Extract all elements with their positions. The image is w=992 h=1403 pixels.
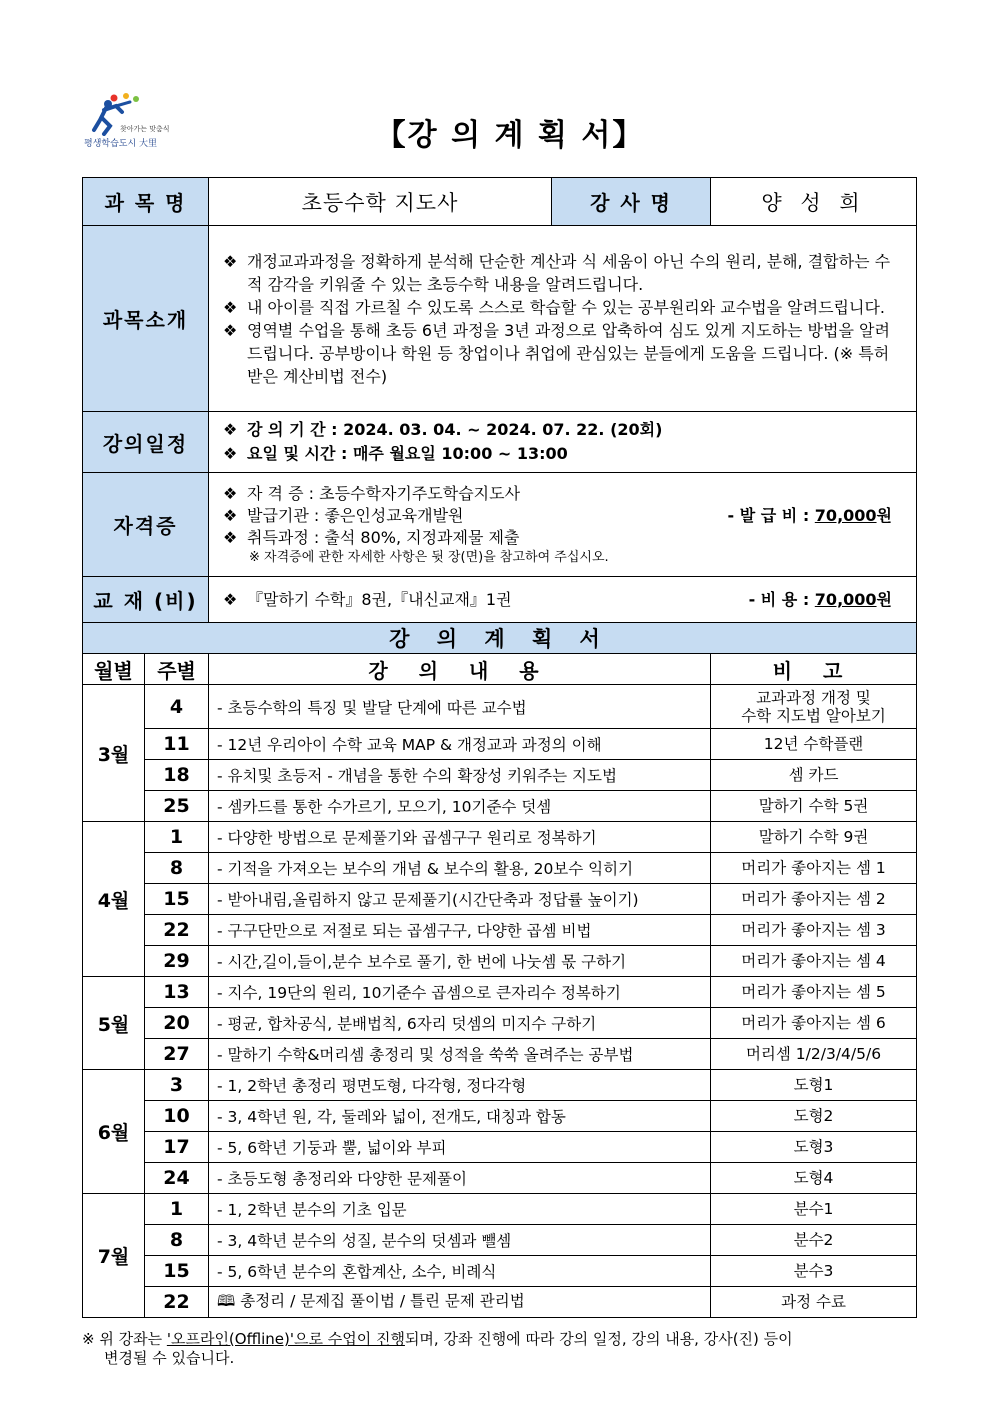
week-cell: 18 — [145, 760, 209, 791]
remark-cell: 머리가 좋아지는 셈 4 — [711, 946, 917, 977]
content-cell: - 유치및 초등저 - 개념을 통한 수의 확장성 키워주는 지도법 — [209, 760, 711, 791]
schedule-content — [209, 412, 917, 473]
content-cell: - 말하기 수학&머리셈 총정리 및 성적을 쑥쑥 올려주는 공부법 — [209, 1039, 711, 1070]
cert-item: ❖ 취득과정 : 출석 80%, 지정과제물 제출 — [223, 527, 520, 547]
week-cell: 10 — [145, 1101, 209, 1132]
bullet-diamond-icon: ❖ — [223, 420, 238, 439]
content-cell: - 3, 4학년 원, 각, 둘레와 넓이, 전개도, 대칭과 합동 — [209, 1101, 711, 1132]
table-row — [83, 1039, 917, 1070]
content-cell: - 받아내림,올림하지 않고 문제풀기(시간단축과 정답률 높이기) — [209, 884, 711, 915]
remark-cell: 머리가 좋아지는 셈 1 — [711, 853, 917, 884]
table-row — [83, 977, 917, 1008]
table-row — [83, 1008, 917, 1039]
instructor-value: 양 성 희 — [711, 178, 917, 226]
content-cell: - 1, 2학년 총정리 평면도형, 다각형, 정다각형 — [209, 1070, 711, 1101]
remark-cell: 도형2 — [711, 1101, 917, 1132]
plan-rows — [83, 685, 917, 1318]
table-row — [83, 1225, 917, 1256]
col-header-content: 강 의 내 용 — [209, 654, 711, 685]
week-cell: 22 — [145, 915, 209, 946]
plan-table — [82, 177, 917, 1318]
book-fee: - 비 용 : 70,000원 — [748, 589, 893, 609]
month-cell: 6월 — [83, 1070, 145, 1194]
content-cell: - 3, 4학년 분수의 성질, 분수의 덧셈과 뺄셈 — [209, 1225, 711, 1256]
remark-cell: 셈 카드 — [711, 760, 917, 791]
cert-content — [209, 473, 917, 577]
table-row — [83, 915, 917, 946]
week-cell: 3 — [145, 1070, 209, 1101]
content-cell: - 5, 6학년 기둥과 뿔, 넓이와 부피 — [209, 1132, 711, 1163]
remark-cell: 도형3 — [711, 1132, 917, 1163]
week-cell: 8 — [145, 853, 209, 884]
bullet-diamond-icon: ❖ — [223, 527, 238, 547]
remark-cell: 머리가 좋아지는 셈 5 — [711, 977, 917, 1008]
week-cell: 4 — [145, 685, 209, 729]
bullet-diamond-icon: ❖ — [223, 297, 238, 317]
content-cell: - 초등수학의 특징 및 발달 단계에 따른 교수법 — [209, 685, 711, 729]
content-cell: - 구구단만으로 저절로 되는 곱셈구구, 다양한 곱셈 비법 — [209, 915, 711, 946]
month-cell: 4월 — [83, 822, 145, 977]
table-row — [83, 853, 917, 884]
remark-cell: 말하기 수학 5권 — [711, 791, 917, 822]
col-header-month: 월별 — [83, 654, 145, 685]
col-header-remark: 비 고 — [711, 654, 917, 685]
remark-cell: 교과과정 개정 및 수학 지도법 알아보기 — [711, 685, 917, 729]
schedule-label: 강의일정 — [83, 412, 209, 473]
week-cell: 1 — [145, 822, 209, 853]
bullet-diamond-icon: ❖ — [223, 589, 238, 609]
content-cell: - 1, 2학년 분수의 기초 입문 — [209, 1194, 711, 1225]
content-cell: 🕮 총정리 / 문제집 풀이법 / 틀린 문제 관리법 — [209, 1287, 711, 1318]
month-cell: 3월 — [83, 685, 145, 822]
col-header-week: 주별 — [145, 654, 209, 685]
month-cell: 5월 — [83, 977, 145, 1070]
footer-note: ※ 위 강좌는 '오프라인(Offline)'으로 수업이 진행되며, 강좌 진행에 따라 강의 일정, 강의 내용, 강사(진) 등이 변경될 수 있습니다. — [82, 1330, 793, 1367]
remark-cell: 12년 수학플랜 — [711, 729, 917, 760]
table-row — [83, 1070, 917, 1101]
table-row — [83, 1163, 917, 1194]
logo-tagline: 찾아가는 맞춤식 — [120, 125, 170, 133]
table-row — [83, 822, 917, 853]
content-cell: - 다양한 방법으로 문제풀기와 곱셈구구 원리로 정복하기 — [209, 822, 711, 853]
week-cell: 13 — [145, 977, 209, 1008]
cert-note: ※ 자격증에 관한 자세한 사항은 뒷 장(면)을 참고하여 주십시오. — [249, 549, 609, 565]
content-cell: - 초등도형 총정리와 다양한 문제풀이 — [209, 1163, 711, 1194]
intro-item: ❖ 내 아이를 직접 가르칠 수 있도록 스스로 학습할 수 있는 공부원리와 교수법을 알려드립니다. — [223, 297, 886, 317]
remark-cell: 분수1 — [711, 1194, 917, 1225]
bullet-diamond-icon: ❖ — [223, 483, 238, 503]
month-cell: 7월 — [83, 1194, 145, 1318]
table-row — [83, 1101, 917, 1132]
subject-label: 과 목 명 — [83, 178, 209, 226]
content-cell: - 지수, 19단의 원리, 10기준수 곱셈으로 큰자리수 정복하기 — [209, 977, 711, 1008]
content-cell: - 시간,길이,들이,분수 보수로 풀기, 한 번에 나눗셈 몫 구하기 — [209, 946, 711, 977]
table-row — [83, 884, 917, 915]
document-title: 【강 의 계 획 서】 — [375, 118, 645, 153]
remark-cell: 말하기 수학 9권 — [711, 822, 917, 853]
subject-value: 초등수학 지도사 — [209, 178, 552, 226]
content-cell: - 셈카드를 통한 수가르기, 모으기, 10기준수 덧셈 — [209, 791, 711, 822]
book-label: 교 재 (비) — [83, 577, 209, 623]
remark-cell: 머리가 좋아지는 셈 6 — [711, 1008, 917, 1039]
week-cell: 25 — [145, 791, 209, 822]
week-cell: 1 — [145, 1194, 209, 1225]
content-cell: - 12년 우리아이 수학 교육 MAP & 개정교과 과정의 이해 — [209, 729, 711, 760]
remark-cell: 머리가 좋아지는 셈 2 — [711, 884, 917, 915]
book-item: ❖ 『말하기 수학』8권,『내신교재』1권 - 비 용 : 70,000원 — [223, 588, 904, 612]
intro-label: 과목소개 — [83, 226, 209, 412]
week-cell: 24 — [145, 1163, 209, 1194]
remark-cell: 머리셈 1/2/3/4/5/6 — [711, 1039, 917, 1070]
cert-label: 자격증 — [83, 473, 209, 577]
week-cell: 8 — [145, 1225, 209, 1256]
remark-cell: 분수3 — [711, 1256, 917, 1287]
table-row — [83, 1132, 917, 1163]
intro-item: ❖ 영역별 수업을 통해 초등 6년 과정을 3년 과정으로 압축하여 심도 있게 지도하는 방법을 알려드립니다. 공부방이나 학원 등 창업이나 취업에 관심있는 분들에게 도움을 드립니다. (※ 특허받은 계산비법 전수) — [223, 320, 890, 386]
week-cell: 20 — [145, 1008, 209, 1039]
table-row — [83, 760, 917, 791]
table-row — [83, 729, 917, 760]
table-row — [83, 791, 917, 822]
plan-section-title: 강 의 계 획 서 — [83, 623, 917, 654]
week-cell: 27 — [145, 1039, 209, 1070]
remark-cell: 과정 수료 — [711, 1287, 917, 1318]
book-content — [209, 577, 917, 623]
bullet-diamond-icon: ❖ — [223, 505, 238, 525]
remark-cell: 도형4 — [711, 1163, 917, 1194]
logo — [82, 92, 192, 154]
week-cell: 22 — [145, 1287, 209, 1318]
content-cell: - 기적을 가져오는 보수의 개념 & 보수의 활용, 20보수 익히기 — [209, 853, 711, 884]
instructor-label: 강 사 명 — [552, 178, 711, 226]
intro-item: ❖ 개정교과과정을 정확하게 분석해 단순한 계산과 식 세움이 아닌 수의 원리, 분해, 결합하는 수적 감각을 키워줄 수 있는 초등수학 내용을 알려드립니다. — [223, 251, 891, 294]
bullet-diamond-icon: ❖ — [223, 444, 238, 463]
week-cell: 29 — [145, 946, 209, 977]
schedule-item: ❖ 요일 및 시간 : 매주 월요일 10:00 ~ 13:00 — [223, 442, 904, 466]
cert-fee: - 발 급 비 : 70,000원 — [727, 505, 893, 525]
week-cell: 17 — [145, 1132, 209, 1163]
table-row — [83, 1287, 917, 1318]
intro-content — [209, 226, 917, 412]
bullet-diamond-icon: ❖ — [223, 251, 238, 271]
cert-item: ❖ 자 격 증 : 초등수학자기주도학습지도사 — [223, 483, 521, 503]
remark-cell: 머리가 좋아지는 셈 3 — [711, 915, 917, 946]
week-cell: 15 — [145, 1256, 209, 1287]
schedule-item: ❖ 강 의 기 간 : 2024. 03. 04. ~ 2024. 07. 22. (20회) — [223, 418, 904, 442]
remark-cell: 분수2 — [711, 1225, 917, 1256]
week-cell: 15 — [145, 884, 209, 915]
table-row — [83, 1256, 917, 1287]
cert-item: ❖ 발급기관 : 좋은인성교육개발원 - 발 급 비 : 70,000원 — [223, 505, 893, 525]
table-row — [83, 946, 917, 977]
week-cell: 11 — [145, 729, 209, 760]
logo-name: 평생학습도시 大里 — [84, 139, 158, 149]
remark-cell: 도형1 — [711, 1070, 917, 1101]
content-cell: - 5, 6학년 분수의 혼합계산, 소수, 비례식 — [209, 1256, 711, 1287]
table-row — [83, 685, 917, 729]
bullet-diamond-icon: ❖ — [223, 320, 238, 340]
table-row — [83, 1194, 917, 1225]
content-cell: - 평균, 합차공식, 분배법칙, 6자리 덧셈의 미지수 구하기 — [209, 1008, 711, 1039]
